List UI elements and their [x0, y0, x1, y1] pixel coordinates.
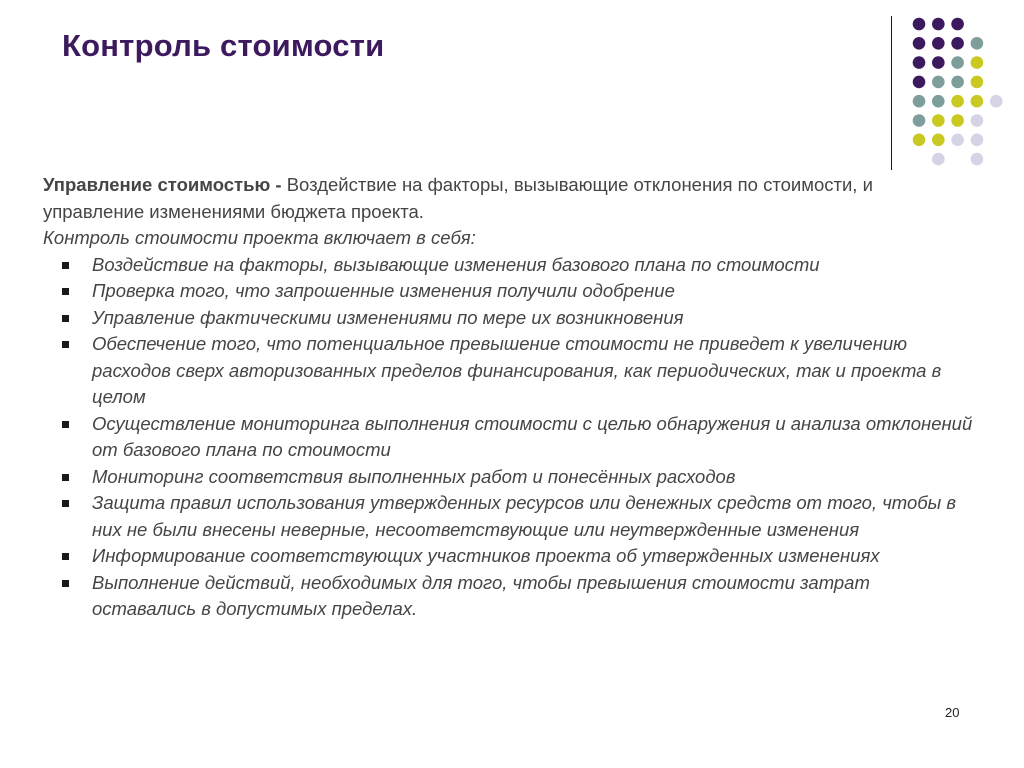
bullet-item: Осуществление мониторинга выполнения стоимости с целью обнаружения и анализа отклонений от базового плана по стоимости: [43, 411, 973, 464]
decorative-dot: [971, 114, 984, 127]
decorative-dot: [990, 95, 1003, 108]
decorative-dot: [932, 56, 945, 69]
slide-title: Контроль стоимости: [62, 28, 385, 63]
decorative-dot: [913, 18, 926, 31]
decorative-dot: [971, 153, 984, 166]
decorative-dot: [951, 114, 964, 127]
bullet-item: Воздействие на факторы, вызывающие изменения базового плана по стоимости: [43, 252, 973, 279]
bullet-item: Защита правил использования утвержденных ресурсов или денежных средств от того, чтобы в них не были внесены неверные, несоответствующие или неутвержденные изменения: [43, 490, 973, 543]
title-divider-line: [891, 16, 892, 170]
decorative-dot: [971, 37, 984, 50]
decorative-dot: [932, 37, 945, 50]
decorative-dot: [951, 37, 964, 50]
decorative-dot: [971, 76, 984, 89]
slide-body: [43, 172, 973, 623]
bullet-item: Проверка того, что запрошенные изменения получили одобрение: [43, 278, 973, 305]
decorative-dot: [951, 56, 964, 69]
decorative-dot: [971, 95, 984, 108]
bullet-list: [43, 252, 973, 623]
definition-text: Воздействие на факторы, вызывающие отклонения по стоимости, и управление изменениями бюджета проекта.: [43, 174, 873, 222]
bullet-item: Информирование соответствующих участников проекта об утвержденных изменениях: [43, 543, 973, 570]
decorative-dot: [932, 95, 945, 108]
page-number: 20: [945, 705, 960, 720]
decorative-dot: [951, 18, 964, 31]
decorative-dot: [913, 56, 926, 69]
bullet-item: Выполнение действий, необходимых для того, чтобы превышения стоимости затрат оставались в допустимых пределах.: [43, 570, 973, 623]
decorative-dot: [951, 134, 964, 147]
decorative-dot: [971, 56, 984, 69]
bullet-item: Обеспечение того, что потенциальное превышение стоимости не приведет к увеличению расходов сверх авторизованных пределов финансирования, как периодических, так и проекта в целом: [43, 331, 973, 411]
definition-paragraph: [43, 172, 973, 225]
decorative-dot: [932, 153, 945, 166]
definition-term: Управление стоимостью -: [43, 174, 282, 195]
decorative-dot: [913, 114, 926, 127]
decorative-dot: [913, 76, 926, 89]
decorative-dot: [971, 134, 984, 147]
decorative-dot: [932, 76, 945, 89]
bullet-item: Управление фактическими изменениями по мере их возникновения: [43, 305, 973, 332]
decorative-dot: [913, 134, 926, 147]
decorative-dot: [913, 95, 926, 108]
decorative-dot: [932, 134, 945, 147]
intro-line: Контроль стоимости проекта включает в себя:: [43, 227, 476, 248]
decorative-dot: [932, 18, 945, 31]
decorative-dot: [932, 114, 945, 127]
decorative-dot: [951, 95, 964, 108]
decorative-dot: [951, 76, 964, 89]
decorative-dot: [913, 37, 926, 50]
decorative-dot-grid: [0, 0, 1024, 180]
bullet-item: Мониторинг соответствия выполненных работ и понесённых расходов: [43, 464, 973, 491]
